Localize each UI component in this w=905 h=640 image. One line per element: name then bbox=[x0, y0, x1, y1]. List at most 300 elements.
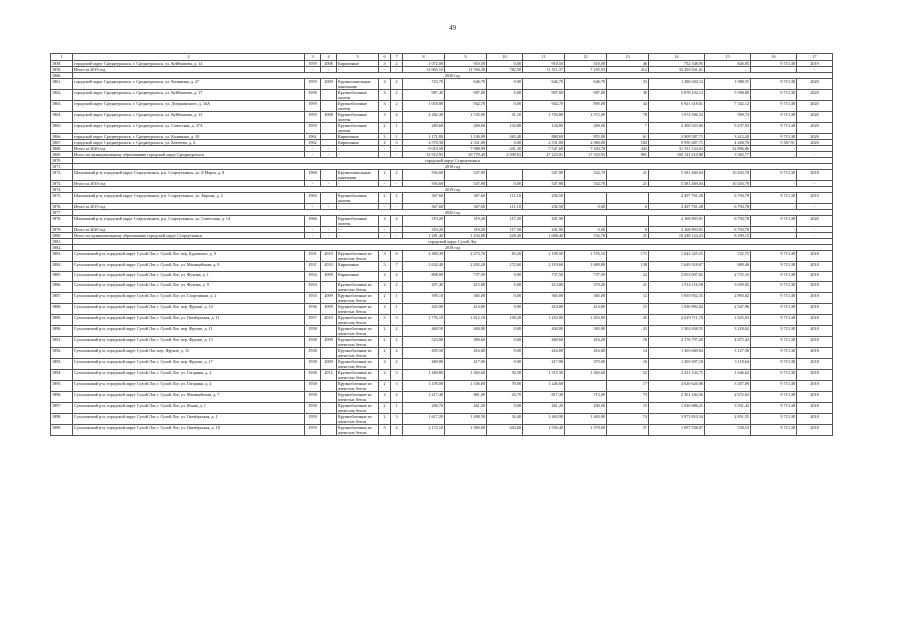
table-cell: 1 bbox=[391, 134, 403, 140]
table-cell: Крупноблочные из ячеистых бетон bbox=[337, 337, 379, 348]
table-cell: городской округ Среднеуральск, г. Среднеуральск, ул. Куйбышева, д. 14 bbox=[73, 61, 305, 67]
table-cell: 11 511,37 bbox=[523, 67, 565, 73]
table-cell: 9 713,38 bbox=[751, 61, 797, 67]
table-cell: 2020 bbox=[797, 216, 833, 227]
table-cell: 3 bbox=[379, 134, 391, 140]
table-cell: 16 bbox=[607, 359, 649, 370]
table-cell: 907,00 bbox=[523, 90, 565, 101]
table-cell: 1 478,00 bbox=[403, 381, 445, 392]
table-cell: 0,00 bbox=[565, 204, 607, 210]
table-cell: - bbox=[305, 233, 321, 239]
table-cell: - bbox=[321, 204, 337, 210]
table-cell: 2018 bbox=[797, 370, 833, 381]
table-cell: 1899. bbox=[51, 425, 73, 436]
table-row bbox=[51, 403, 833, 414]
table-body bbox=[51, 54, 833, 436]
table-row bbox=[51, 326, 833, 337]
table-cell: 1938 bbox=[305, 348, 321, 359]
table-cell: - bbox=[337, 152, 379, 158]
header-row bbox=[51, 54, 833, 61]
table-cell: 0,00 bbox=[487, 181, 523, 187]
table-cell: 1885. bbox=[51, 272, 73, 282]
table-cell: 1 055 952,35 bbox=[649, 293, 705, 304]
table-cell: 1 303 697,18 bbox=[649, 359, 705, 370]
table-cell: 290,70 bbox=[403, 403, 445, 414]
table-cell: 1888. bbox=[51, 304, 73, 315]
table-cell: 413,80 bbox=[445, 282, 487, 293]
table-cell: 460,50 bbox=[403, 326, 445, 337]
table-cell: Сухоложский р-н, городской округ Сухой Лог, г. Сухой Лог, ул. Милицейская, д. 7 bbox=[73, 392, 305, 403]
table-cell: 395,10 bbox=[403, 293, 445, 304]
table-cell: 1 365,60 bbox=[445, 370, 487, 381]
table-cell: 1 642 325,55 bbox=[649, 251, 705, 262]
table-cell: 2 632,40 bbox=[403, 262, 445, 272]
header-cell: 10 bbox=[487, 54, 523, 61]
table-cell: Крупноблочные из ячеистых бетон bbox=[337, 326, 379, 337]
table-cell: Крупноблочные оклеен bbox=[337, 216, 379, 227]
table-cell: 31 331 124,63 bbox=[649, 146, 705, 152]
table-cell: 312 bbox=[607, 67, 649, 73]
table-cell: 1 336,60 bbox=[445, 381, 487, 392]
table-cell: 83,20 bbox=[487, 251, 523, 262]
table-cell: 2019 bbox=[797, 61, 833, 67]
table-cell: 1968 bbox=[305, 170, 321, 181]
table-cell: 1938 bbox=[305, 337, 321, 348]
table-cell bbox=[321, 392, 337, 403]
table-row bbox=[51, 251, 833, 262]
table-cell: 737,50 bbox=[445, 272, 487, 282]
table-cell: 1863. bbox=[51, 101, 73, 112]
table-cell: 332,70 bbox=[565, 233, 607, 239]
header-cell: 16 bbox=[751, 54, 797, 61]
table-cell: 7 342,12 bbox=[705, 101, 751, 112]
table-cell: 2 273,70 bbox=[445, 251, 487, 262]
table-cell: 907,00 bbox=[445, 90, 487, 101]
section-title: 2018 год bbox=[73, 164, 833, 170]
table-cell: 1 234,80 bbox=[445, 233, 487, 239]
table-cell: - bbox=[751, 181, 797, 187]
section-title: городской округ Сухой Лог bbox=[73, 239, 833, 245]
table-cell: Итого за 2020 год bbox=[73, 146, 305, 152]
table-cell: 15 bbox=[607, 304, 649, 315]
table-cell: 7 204,70 bbox=[565, 146, 607, 152]
table-cell: 1 453,90 bbox=[565, 315, 607, 326]
table-cell: 1883. bbox=[51, 251, 73, 262]
table-cell: 43,70 bbox=[487, 392, 523, 403]
table-cell: 172,60 bbox=[487, 262, 523, 272]
table-cell bbox=[321, 123, 337, 134]
header-cell: 13 bbox=[607, 54, 649, 61]
table-cell: 2012 bbox=[321, 370, 337, 381]
table-cell: Итого за 2020 год bbox=[73, 227, 305, 233]
table-cell: Сухоложский р-н, городской округ Сухой Лог, г. Сухой Лог, пер. Фрунзе, д. 13 bbox=[73, 337, 305, 348]
table-cell: 365,00 bbox=[523, 293, 565, 304]
table-cell: 2 509,63 bbox=[487, 152, 523, 158]
table-cell: - bbox=[321, 146, 337, 152]
table-row bbox=[51, 370, 833, 381]
table-cell: 9 010,50 bbox=[403, 146, 445, 152]
table-cell: 2 bbox=[391, 193, 403, 204]
table-cell: 2 282,30 bbox=[403, 112, 445, 123]
table-cell: 38 bbox=[607, 90, 649, 101]
table-cell: - bbox=[321, 181, 337, 187]
table-row bbox=[51, 359, 833, 370]
table-cell: 1931 bbox=[305, 251, 321, 262]
table-cell: городской округ Среднеуральск, г. Среднеуральск, ул. Бахтеева, д. 2 bbox=[73, 140, 305, 146]
table-cell: 2 190,50 bbox=[523, 251, 565, 262]
table-cell: 3 bbox=[379, 262, 391, 272]
header-cell: 17 bbox=[797, 54, 833, 61]
table-cell: 117,30 bbox=[487, 216, 523, 227]
table-cell: 2 bbox=[391, 79, 403, 90]
table-cell: 2 893,02 bbox=[705, 293, 751, 304]
table-cell: - bbox=[391, 67, 403, 73]
table-cell: 100 141 210,88 bbox=[649, 152, 705, 158]
table-cell: 2 570,30 bbox=[403, 140, 445, 146]
table-cell: 2 bbox=[379, 370, 391, 381]
header-cell: 8 bbox=[403, 54, 445, 61]
table-cell: 2010 bbox=[321, 315, 337, 326]
table-cell: 2 bbox=[379, 272, 391, 282]
table-cell: - bbox=[797, 67, 833, 73]
table-cell: - bbox=[379, 204, 391, 210]
section-title: 2019 год bbox=[73, 187, 833, 193]
table-cell: 713,00 bbox=[565, 392, 607, 403]
table-row bbox=[51, 90, 833, 101]
table-cell: Крупноблочные оклеен bbox=[337, 193, 379, 204]
table-row bbox=[51, 348, 833, 359]
table-cell: 70,00 bbox=[487, 381, 523, 392]
table-cell: 1884. bbox=[51, 262, 73, 272]
table-cell: 1 281,40 bbox=[403, 233, 445, 239]
table-cell: 2018 bbox=[797, 337, 833, 348]
table-cell: 0,00 bbox=[487, 304, 523, 315]
section-title: 2020 год bbox=[73, 73, 833, 79]
table-cell: 2 bbox=[391, 359, 403, 370]
table-cell: 2 bbox=[391, 392, 403, 403]
table-cell: 1858. bbox=[51, 61, 73, 67]
header-cell: 7 bbox=[391, 54, 403, 61]
table-cell: 319,20 bbox=[445, 216, 487, 227]
table-cell: 332,70 bbox=[565, 181, 607, 187]
table-row bbox=[51, 123, 833, 134]
table-cell: 1 315,30 bbox=[523, 370, 565, 381]
table-cell: 2 651,55 bbox=[705, 414, 751, 425]
table-cell: 21 bbox=[607, 282, 649, 293]
table-cell: Крупнопанельные панельные bbox=[337, 79, 379, 90]
table-cell: 404,80 bbox=[523, 326, 565, 337]
table-cell: 1891. bbox=[51, 337, 73, 348]
table-cell: - bbox=[305, 181, 321, 187]
table-cell: 1886. bbox=[51, 282, 73, 293]
table-cell: 3 bbox=[391, 315, 403, 326]
table-cell: Сухоложский р-н, городской округ Сухой Лог, г. Сухой Лог, пер. Фрунзе, д. 17 bbox=[73, 359, 305, 370]
table-cell: 6 794,78 bbox=[705, 227, 751, 233]
table-cell: 547,90 bbox=[523, 181, 565, 187]
table-row bbox=[51, 414, 833, 425]
table-cell: 6 bbox=[391, 251, 403, 262]
table-cell: - bbox=[797, 152, 833, 158]
table-cell: 2018 bbox=[797, 381, 833, 392]
table-cell: 1959 bbox=[305, 425, 321, 436]
table-cell: Кирпичные bbox=[337, 262, 379, 272]
table-cell: 5 581 469,04 bbox=[649, 181, 705, 187]
table-cell: 33 203 941,61 bbox=[649, 67, 705, 73]
table-cell: 0,00 bbox=[487, 140, 523, 146]
header-cell: 6 bbox=[379, 54, 391, 61]
table-cell: 0,00 bbox=[487, 337, 523, 348]
table-cell: Крупноблочные из ячеистых бетон bbox=[337, 370, 379, 381]
table-cell: - bbox=[337, 181, 379, 187]
header-cell: 3 bbox=[305, 54, 321, 61]
table-cell: - bbox=[305, 67, 321, 73]
table-cell: 1954 bbox=[305, 282, 321, 293]
table-cell: 3 bbox=[391, 370, 403, 381]
table-cell: 413,80 bbox=[523, 282, 565, 293]
table-cell: 367,60 bbox=[403, 204, 445, 210]
table-cell: 9 713,38 bbox=[751, 293, 797, 304]
table-cell: 5 078 192,13 bbox=[649, 90, 705, 101]
table-cell: 907,00 bbox=[565, 90, 607, 101]
table-cell: 2018 bbox=[797, 326, 833, 337]
table-cell: 1 689,80 bbox=[565, 262, 607, 272]
table-cell: 9 713,38 bbox=[751, 403, 797, 414]
table-cell: 910,50 bbox=[523, 61, 565, 67]
table-cell: 1 649 318,67 bbox=[649, 262, 705, 272]
table-cell: городской округ Среднеуральск, г. Среднеуральск, ул. Куйбышева, д. 17 bbox=[73, 90, 305, 101]
table-cell: - bbox=[379, 181, 391, 187]
table-cell: 2019 bbox=[797, 193, 833, 204]
table-cell: Крупноблочные из ячеистых бетон bbox=[337, 293, 379, 304]
table-cell: 2020 bbox=[797, 112, 833, 123]
table-cell: 3 bbox=[391, 414, 403, 425]
table-cell: 1 983,00 bbox=[445, 425, 487, 436]
table-cell: 880,69 bbox=[523, 134, 565, 140]
table-cell: Крупноблочные из ячеистых бетон bbox=[337, 282, 379, 293]
row-number: 1871. bbox=[51, 164, 73, 170]
table-cell: 646,70 bbox=[523, 79, 565, 90]
table-cell: 1966 bbox=[305, 216, 321, 227]
table-cell: 1890. bbox=[51, 326, 73, 337]
table-cell: 365,00 bbox=[565, 326, 607, 337]
table-cell: 2018 bbox=[797, 282, 833, 293]
table-cell: 9 713,38 bbox=[751, 101, 797, 112]
table-cell: 5 367,91 bbox=[751, 140, 797, 146]
table-cell: Крупноблочные из ячеистых бетон bbox=[337, 403, 379, 414]
table-cell: 5 581 469,04 bbox=[649, 170, 705, 181]
table-cell: 2 053 007,65 bbox=[649, 272, 705, 282]
table-cell: 1897. bbox=[51, 403, 73, 414]
table-cell: 1867. bbox=[51, 140, 73, 146]
table-cell: 1 646,62 bbox=[705, 370, 751, 381]
table-cell: 1 612,10 bbox=[445, 315, 487, 326]
table-cell: 2009 bbox=[321, 293, 337, 304]
table-cell: - bbox=[751, 204, 797, 210]
table-cell: - bbox=[337, 67, 379, 73]
table-cell: 2009 bbox=[321, 272, 337, 282]
table-cell: 9 713,38 bbox=[751, 425, 797, 436]
table-cell: 469,80 bbox=[403, 359, 445, 370]
header-cell: 12 bbox=[565, 54, 607, 61]
table-cell: 9 713,38 bbox=[751, 123, 797, 134]
table-cell: 375,00 bbox=[565, 359, 607, 370]
table-cell: 1938 bbox=[305, 392, 321, 403]
table-cell: 2 176 797,20 bbox=[649, 337, 705, 348]
table-cell: 1 bbox=[391, 293, 403, 304]
table-cell: 2009 bbox=[321, 304, 337, 315]
table-cell: 2018 bbox=[797, 348, 833, 359]
table-cell bbox=[321, 282, 337, 293]
table-cell: 2010 bbox=[321, 251, 337, 262]
table-row bbox=[51, 293, 833, 304]
table-cell: 15 bbox=[607, 403, 649, 414]
table-cell: - bbox=[305, 204, 321, 210]
table-cell: 2018 bbox=[797, 359, 833, 370]
table-cell: Шалинский р-н, городской округ Староуткинск, р.п. Староуткинск, ул. Кирова, д. 2 bbox=[73, 193, 305, 204]
table-cell: 1 453,90 bbox=[523, 315, 565, 326]
table-cell: 594,60 bbox=[403, 170, 445, 181]
table-cell: 646,70 bbox=[565, 79, 607, 90]
header-cell: 4 bbox=[321, 54, 337, 61]
table-cell: 4 620 626,08 bbox=[649, 381, 705, 392]
table-cell: 1 745,90 bbox=[445, 112, 487, 123]
table-cell: 3 973 810,54 bbox=[649, 414, 705, 425]
header-cell: 5 bbox=[337, 54, 379, 61]
table-cell: 2020 bbox=[797, 134, 833, 140]
table-row bbox=[51, 112, 833, 123]
table-cell: - bbox=[797, 204, 833, 210]
table-cell: 2 bbox=[391, 282, 403, 293]
table-cell: 4 bbox=[391, 112, 403, 123]
table-cell: Крупноблочные из ячеистых бетон bbox=[337, 304, 379, 315]
table-cell: 3 218,02 bbox=[705, 326, 751, 337]
table-cell bbox=[321, 348, 337, 359]
table-cell: 10 203,78 bbox=[705, 170, 751, 181]
table-cell bbox=[321, 425, 337, 436]
table-cell: 3 457,09 bbox=[705, 381, 751, 392]
table-cell: 34,40 bbox=[487, 414, 523, 425]
table-cell: 1958 bbox=[305, 90, 321, 101]
table-cell: 50,30 bbox=[487, 370, 523, 381]
table-cell: городской округ Среднеуральск, г. Среднеуральск, ул. Советская, д. 37А bbox=[73, 123, 305, 134]
table-cell: 2 bbox=[379, 348, 391, 359]
table-cell: 134,80 bbox=[523, 123, 565, 134]
table-cell: 1869. bbox=[51, 152, 73, 158]
table-cell: 3 bbox=[379, 425, 391, 436]
table-cell: 942,70 bbox=[445, 101, 487, 112]
table-cell: 414,80 bbox=[445, 304, 487, 315]
table-cell: 1 617,20 bbox=[403, 414, 445, 425]
table-cell: 33 bbox=[607, 79, 649, 90]
table-cell: 855,00 bbox=[565, 134, 607, 140]
table-cell: 2 490 553,60 bbox=[649, 123, 705, 134]
table-cell: 9 237,93 bbox=[705, 123, 751, 134]
table-cell: 1962 bbox=[305, 140, 321, 146]
table-cell: 2 755,33 bbox=[705, 272, 751, 282]
table-cell: 723,70 bbox=[403, 79, 445, 90]
table-cell: 3 bbox=[379, 315, 391, 326]
table-cell: 443,60 bbox=[487, 425, 523, 436]
table-cell: 1931 bbox=[305, 262, 321, 272]
table-cell: 0,00 bbox=[487, 272, 523, 282]
table-cell: 3 412,20 bbox=[705, 134, 751, 140]
table-cell: 2018 bbox=[797, 293, 833, 304]
table-cell: 9 713,38 bbox=[751, 381, 797, 392]
table-cell: 1 463,00 bbox=[565, 414, 607, 425]
table-cell: - bbox=[797, 146, 833, 152]
table-cell: 469,60 bbox=[523, 337, 565, 348]
table-cell: - bbox=[379, 227, 391, 233]
table-cell: 21 bbox=[607, 181, 649, 187]
table-cell: Крупнопанельные панельная bbox=[337, 170, 379, 181]
table-cell bbox=[321, 193, 337, 204]
table-cell: 171 bbox=[607, 251, 649, 262]
table-cell: 261,20 bbox=[523, 403, 565, 414]
table-cell: 32 912,95 bbox=[403, 152, 445, 158]
table-cell: 17 bbox=[607, 381, 649, 392]
table-cell: 1872. bbox=[51, 170, 73, 181]
table-cell: 1 704,80 bbox=[523, 112, 565, 123]
table-cell: - bbox=[751, 152, 797, 158]
table-row bbox=[51, 170, 833, 181]
table-cell: 2 bbox=[391, 90, 403, 101]
table-cell: 111,10 bbox=[487, 193, 523, 204]
table-cell: 1875. bbox=[51, 193, 73, 204]
table-cell: 9 950 487,71 bbox=[649, 140, 705, 146]
table-cell: 2 497 761,28 bbox=[649, 193, 705, 204]
table-cell: 2 497 761,28 bbox=[649, 204, 705, 210]
table-cell: 3 bbox=[391, 140, 403, 146]
table-cell: 2 347,96 bbox=[705, 304, 751, 315]
table-cell: 12 bbox=[607, 293, 649, 304]
table-cell: 2020 bbox=[797, 123, 833, 134]
table-cell: 416,80 bbox=[565, 348, 607, 359]
table-cell: 2018 bbox=[797, 170, 833, 181]
header-cell: 11 bbox=[523, 54, 565, 61]
table-cell: Шалинский р-н, городской округ Староуткинск, р.п. Староуткинск, ул. 8 Марта, д. 8 bbox=[73, 170, 305, 181]
table-cell: 1895. bbox=[51, 381, 73, 392]
table-cell: - bbox=[379, 152, 391, 158]
table-cell: 547,90 bbox=[445, 181, 487, 187]
table-cell: 910,50 bbox=[445, 61, 487, 67]
table-cell: городской округ Среднеуральск, г. Среднеуральск, ул. Калинина, д. 27 bbox=[73, 79, 305, 90]
table-cell: 0,00 bbox=[487, 90, 523, 101]
table-cell: 417,90 bbox=[523, 359, 565, 370]
table-cell: 0,00 bbox=[487, 359, 523, 370]
table-cell: 2 bbox=[391, 216, 403, 227]
table-cell: 9 713,38 bbox=[751, 262, 797, 272]
table-cell: 2 bbox=[391, 348, 403, 359]
table-cell: 2 bbox=[379, 123, 391, 134]
table-cell: 27 225,01 bbox=[523, 152, 565, 158]
table-cell: 2 bbox=[391, 170, 403, 181]
section-title: городской округ Староуткинск bbox=[73, 158, 833, 164]
table-row bbox=[51, 262, 833, 272]
table-cell: 2 bbox=[379, 359, 391, 370]
table-cell: 367,60 bbox=[445, 193, 487, 204]
table-cell: 2 bbox=[391, 101, 403, 112]
table-cell: 1935 bbox=[305, 293, 321, 304]
table-cell: 1 579,00 bbox=[565, 425, 607, 436]
table-cell: 1 006,40 bbox=[523, 233, 565, 239]
table-cell: 9 713,38 bbox=[751, 79, 797, 90]
table-cell: 1 514 116,59 bbox=[649, 282, 705, 293]
table-cell: 319,20 bbox=[445, 227, 487, 233]
table-cell: 416,80 bbox=[445, 348, 487, 359]
table-cell: 9 713,38 bbox=[751, 315, 797, 326]
table-cell: 2008 bbox=[321, 61, 337, 67]
table-cell: 22 bbox=[607, 272, 649, 282]
